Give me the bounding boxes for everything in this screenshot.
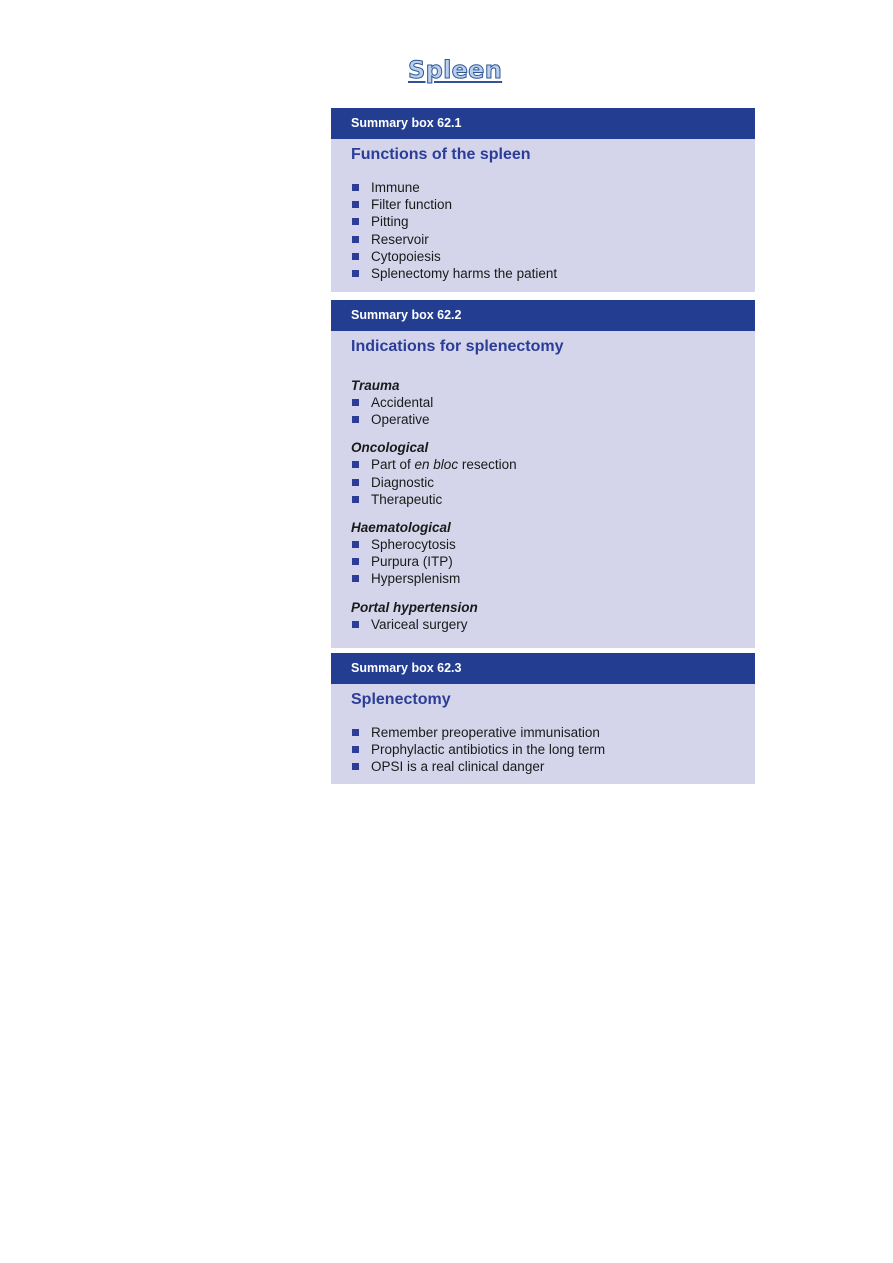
list-item	[351, 724, 735, 741]
list-item-text: Remember preoperative immunisation	[371, 725, 600, 740]
list-item	[351, 265, 735, 282]
category-label: Portal hypertension	[351, 599, 478, 615]
list-item-text: Hypersplenism	[371, 571, 461, 587]
indication-group-portal-hypertension	[351, 599, 735, 633]
list-item	[351, 456, 735, 473]
list-item	[351, 411, 735, 428]
list-item-text: Purpura (ITP)	[371, 554, 453, 570]
indication-group-oncological	[351, 439, 735, 508]
indication-group-trauma	[351, 377, 735, 428]
list-item-text: Accidental	[371, 395, 434, 410]
list-item-text: Diagnostic	[371, 474, 435, 490]
list-item	[351, 248, 735, 265]
list-item-text-prefix: Part of	[371, 457, 415, 473]
square-bullet-icon	[352, 621, 359, 628]
list-item-text: Operative	[371, 412, 430, 428]
square-bullet-icon	[352, 218, 359, 225]
category-label: Oncological	[351, 440, 429, 456]
list-item	[351, 394, 735, 411]
summary-box-body	[331, 684, 755, 776]
list-item-text: Pitting	[371, 214, 409, 230]
list-item-text: Prophylactic antibiotics in the long term	[371, 742, 606, 758]
list-item-text: Cytopoiesis	[371, 248, 441, 264]
summary-box-body	[331, 331, 755, 633]
square-bullet-icon	[352, 541, 359, 548]
bullet-list	[351, 456, 735, 508]
list-item	[351, 474, 735, 491]
bullet-list	[351, 724, 735, 776]
summary-box-heading: Functions of the spleen	[351, 146, 531, 163]
list-item-text: OPSI is a real clinical danger	[371, 759, 545, 775]
square-bullet-icon	[352, 184, 359, 191]
summary-box-body	[331, 139, 755, 282]
square-bullet-icon	[352, 575, 359, 582]
summary-box-header: Summary box 62.2	[331, 300, 755, 331]
square-bullet-icon	[352, 461, 359, 468]
square-bullet-icon	[352, 729, 359, 736]
category-label: Haematological	[351, 520, 451, 536]
list-item	[351, 231, 735, 248]
summary-box-heading: Splenectomy	[351, 691, 451, 708]
list-item-text: Variceal surgery	[371, 616, 468, 632]
bullet-list	[351, 394, 735, 428]
bullet-list	[351, 536, 735, 588]
summary-box-header: Summary box 62.1	[331, 108, 755, 139]
list-item-text: Filter function	[371, 197, 453, 213]
indication-group-haematological	[351, 519, 735, 588]
list-item-text: Spherocytosis	[371, 537, 456, 553]
bullet-list	[351, 179, 735, 282]
square-bullet-icon	[352, 416, 359, 423]
list-item-text-italic: en bloc	[414, 457, 459, 473]
square-bullet-icon	[352, 236, 359, 243]
square-bullet-icon	[352, 763, 359, 770]
square-bullet-icon	[352, 496, 359, 503]
bullet-list	[351, 616, 735, 633]
square-bullet-icon	[352, 399, 359, 406]
square-bullet-icon	[352, 558, 359, 565]
list-item-text: Therapeutic	[371, 491, 443, 507]
square-bullet-icon	[352, 746, 359, 753]
list-item	[351, 213, 735, 230]
list-item	[351, 758, 735, 775]
list-item	[351, 491, 735, 508]
square-bullet-icon	[352, 253, 359, 260]
list-item	[351, 536, 735, 553]
list-item-text-suffix: resection	[458, 457, 517, 473]
summary-box-splenectomy	[331, 653, 755, 784]
list-item	[351, 570, 735, 587]
list-item-text: Reservoir	[371, 231, 429, 247]
category-label: Trauma	[351, 378, 400, 393]
list-item	[351, 179, 735, 196]
list-item	[351, 616, 735, 633]
page-title: Spleen	[408, 56, 503, 84]
list-item-text: Splenectomy harms the patient	[371, 266, 558, 282]
summary-box-heading: Indications for splenectomy	[351, 338, 564, 355]
summary-box-indications	[331, 300, 755, 648]
list-item	[351, 196, 735, 213]
square-bullet-icon	[352, 201, 359, 208]
summary-box-header: Summary box 62.3	[331, 653, 755, 684]
square-bullet-icon	[352, 270, 359, 277]
square-bullet-icon	[352, 479, 359, 486]
list-item-text: Immune	[371, 180, 420, 195]
summary-box-functions	[331, 108, 755, 292]
list-item	[351, 553, 735, 570]
list-item	[351, 741, 735, 758]
